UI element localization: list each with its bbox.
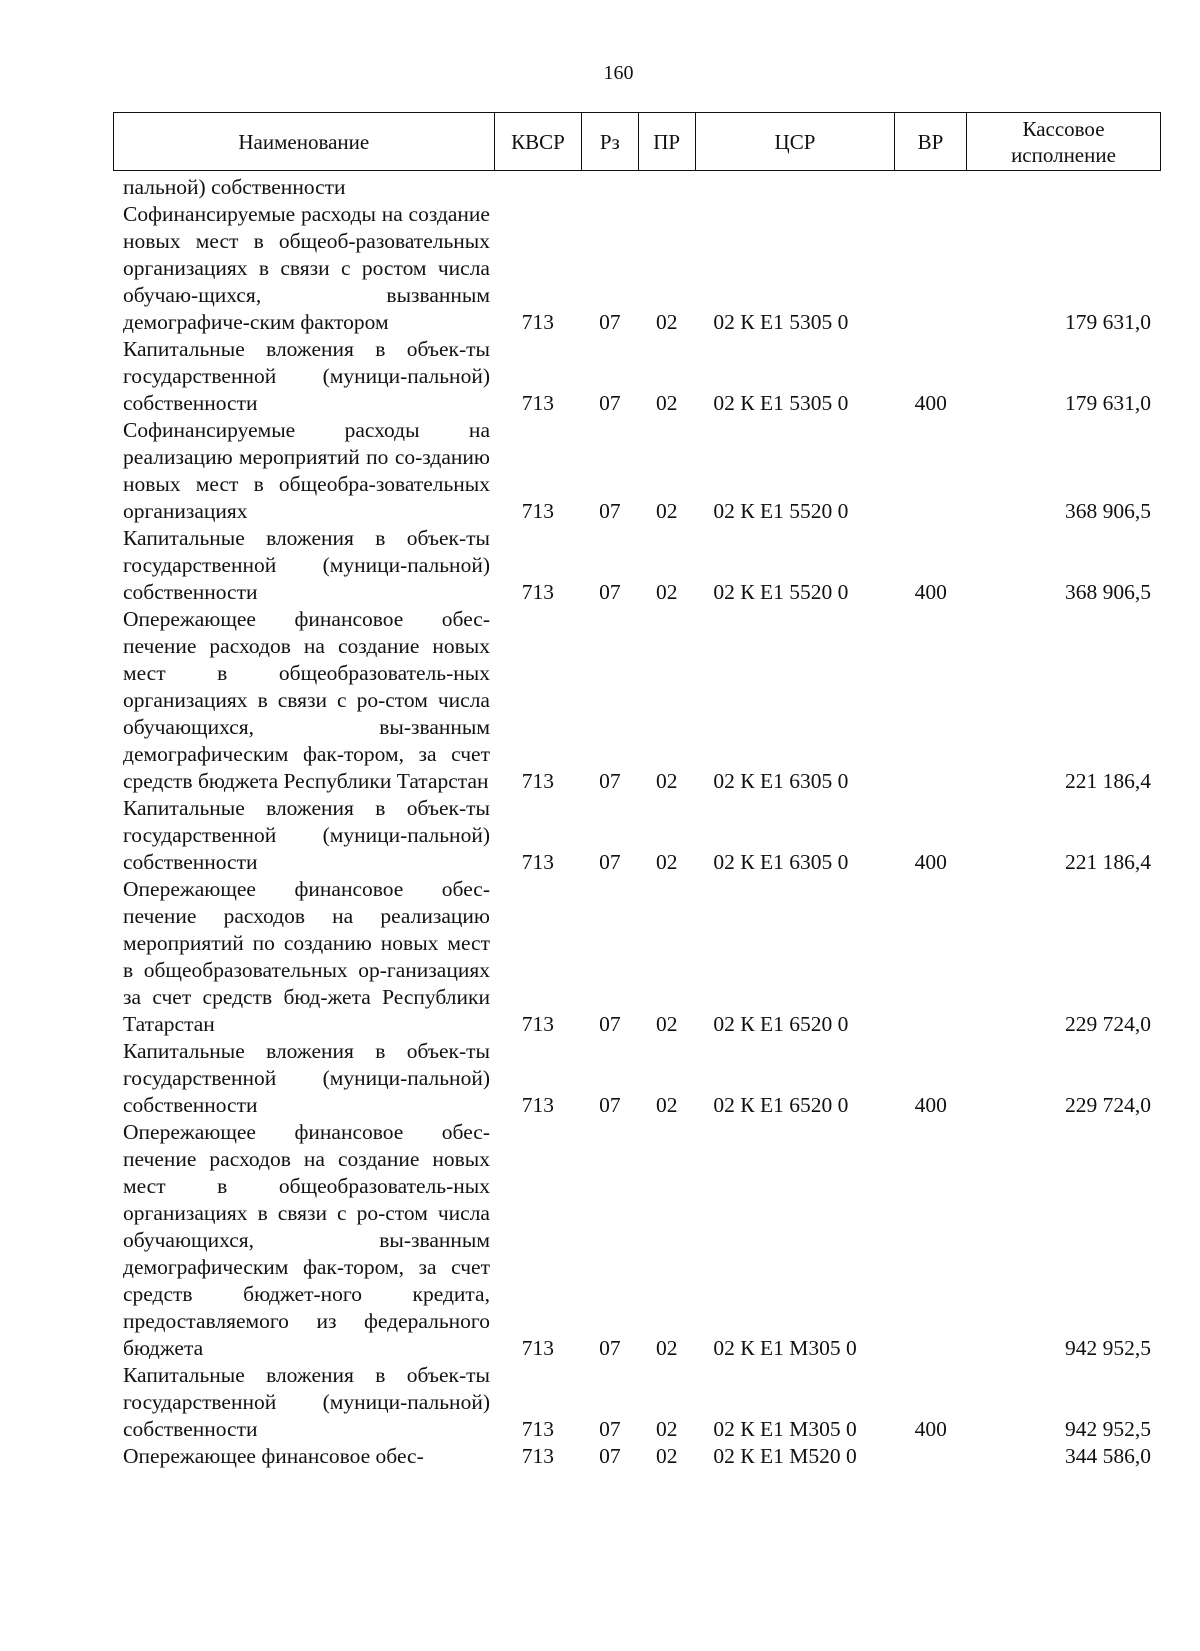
row-pr: 02	[655, 1093, 678, 1117]
row-csr: 02 К Е1 М305 0	[713, 1336, 857, 1360]
table-row	[113, 336, 1161, 417]
row-kvsr: 713	[521, 1093, 554, 1117]
row-kvsr: 713	[521, 499, 554, 523]
row-amount: 942 952,5	[1065, 1417, 1151, 1441]
row-amount: 221 186,4	[1065, 850, 1151, 874]
row-amount: 368 906,5	[1065, 499, 1151, 523]
row-name: Капитальные вложения в объек-ты государственной (муници-пальной) собственности	[123, 526, 490, 604]
row-kvsr: 713	[521, 391, 554, 415]
row-rz: 07	[599, 1336, 621, 1360]
table-row	[113, 1119, 1161, 1362]
row-csr: 02 К Е1 5305 0	[713, 310, 849, 334]
row-amount: 229 724,0	[1065, 1012, 1151, 1036]
row-vr	[895, 201, 967, 336]
row-vr	[895, 417, 967, 525]
row-kvsr: 713	[521, 580, 554, 604]
row-rz: 07	[599, 1417, 621, 1441]
row-rz: 07	[599, 1444, 621, 1468]
row-vr: 400	[914, 580, 947, 604]
row-pr: 02	[655, 391, 678, 415]
table-row	[113, 525, 1161, 606]
continuation-text: пальной) собственности	[123, 175, 346, 199]
row-name: Опережающее финансовое обес-печение расходов на создание новых мест в общеобразователь-ных организациях в связи с ро-стом числа обучающихся, вы-званным демографическим фак-тором, за счет средств бюджет-ного кредита, предоставляемого из федерального бюджета	[123, 1120, 490, 1360]
table-row	[113, 201, 1161, 336]
row-kvsr: 713	[521, 1336, 554, 1360]
row-vr: 400	[914, 1093, 947, 1117]
row-pr: 02	[655, 1444, 678, 1468]
row-rz: 07	[599, 499, 621, 523]
row-rz: 07	[599, 310, 621, 334]
row-pr: 02	[655, 850, 678, 874]
row-pr: 02	[655, 1012, 678, 1036]
row-name: Опережающее финансовое обес-печение расходов на реализацию мероприятий по созданию новых мест в общеобразовательных ор-ганизациях за счет средств бюд-жета Республики Татарстан	[123, 877, 490, 1036]
row-amount: 221 186,4	[1065, 769, 1151, 793]
row-name: Опережающее финансовое обес-	[123, 1444, 424, 1468]
row-amount: 942 952,5	[1065, 1336, 1151, 1360]
row-rz: 07	[599, 1012, 621, 1036]
row-pr: 02	[655, 1417, 678, 1441]
row-name: Капитальные вложения в объек-ты государственной (муници-пальной) собственности	[123, 337, 490, 415]
row-csr: 02 К Е1 5520 0	[713, 499, 849, 523]
row-vr	[895, 1119, 967, 1362]
row-csr: 02 К Е1 6305 0	[713, 850, 849, 874]
row-vr: 400	[914, 850, 947, 874]
row-kvsr: 713	[521, 850, 554, 874]
budget-table	[113, 174, 1161, 1470]
row-pr: 02	[655, 499, 678, 523]
row-csr: 02 К Е1 6520 0	[713, 1093, 849, 1117]
table-row	[113, 1038, 1161, 1119]
page-number: 160	[603, 62, 634, 84]
header-name: Наименование	[114, 113, 495, 171]
row-name: Софинансируемые расходы на создание новых мест в общеоб-разовательных организациях в связи с ростом числа обучаю-щихся, вызванным демографиче-ским фактором	[123, 202, 490, 334]
row-amount: 179 631,0	[1065, 310, 1151, 334]
row-kvsr: 713	[521, 1012, 554, 1036]
row-amount: 229 724,0	[1065, 1093, 1151, 1117]
row-vr: 400	[914, 1417, 947, 1441]
row-name: Софинансируемые расходы на реализацию мероприятий по со-зданию новых мест в общеобра-зовательных организациях	[123, 418, 490, 523]
row-name: Опережающее финансовое обес-печение расходов на создание новых мест в общеобразователь-ных организациях в связи с ро-стом числа обучающихся, вы-званным демографическим фак-тором, за счет средств бюджета Республики Татарстан	[123, 607, 490, 793]
row-rz: 07	[599, 391, 621, 415]
row-pr: 02	[655, 769, 678, 793]
row-kvsr: 713	[521, 1417, 554, 1441]
row-name: Капитальные вложения в объек-ты государственной (муници-пальной) собственности	[123, 796, 490, 874]
table-row	[113, 795, 1161, 876]
row-vr	[895, 1443, 967, 1470]
table-row	[113, 1362, 1161, 1443]
row-vr: 400	[914, 391, 947, 415]
row-amount: 368 906,5	[1065, 580, 1151, 604]
row-pr: 02	[655, 310, 678, 334]
header-pr: ПР	[638, 113, 695, 171]
header-kvsr: КВСР	[494, 113, 582, 171]
row-pr: 02	[655, 1336, 678, 1360]
row-csr: 02 К Е1 6520 0	[713, 1012, 849, 1036]
table-row	[113, 606, 1161, 795]
row-rz: 07	[599, 1093, 621, 1117]
table-row	[113, 417, 1161, 525]
row-csr: 02 К Е1 5520 0	[713, 580, 849, 604]
row-csr: 02 К Е1 6305 0	[713, 769, 849, 793]
table-header	[113, 112, 1161, 171]
header-rz: Рз	[582, 113, 638, 171]
row-name: Капитальные вложения в объек-ты государственной (муници-пальной) собственности	[123, 1363, 490, 1441]
row-pr: 02	[655, 580, 678, 604]
row-csr: 02 К Е1 М305 0	[713, 1417, 857, 1441]
table-row	[113, 1443, 1161, 1470]
row-rz: 07	[599, 580, 621, 604]
row-csr: 02 К Е1 М520 0	[713, 1444, 857, 1468]
row-kvsr: 713	[521, 769, 554, 793]
row-rz: 07	[599, 769, 621, 793]
header-amount: Кассовое исполнение	[967, 113, 1161, 171]
row-csr: 02 К Е1 5305 0	[713, 391, 849, 415]
continuation-row	[113, 174, 1161, 201]
row-name: Капитальные вложения в объек-ты государственной (муници-пальной) собственности	[123, 1039, 490, 1117]
row-vr	[895, 876, 967, 1038]
row-amount: 344 586,0	[1065, 1444, 1151, 1468]
row-vr	[895, 606, 967, 795]
row-rz: 07	[599, 850, 621, 874]
row-kvsr: 713	[521, 1444, 554, 1468]
header-csr: ЦСР	[695, 113, 894, 171]
table-row	[113, 876, 1161, 1038]
header-vr: ВР	[895, 113, 967, 171]
row-amount: 179 631,0	[1065, 391, 1151, 415]
row-kvsr: 713	[521, 310, 554, 334]
